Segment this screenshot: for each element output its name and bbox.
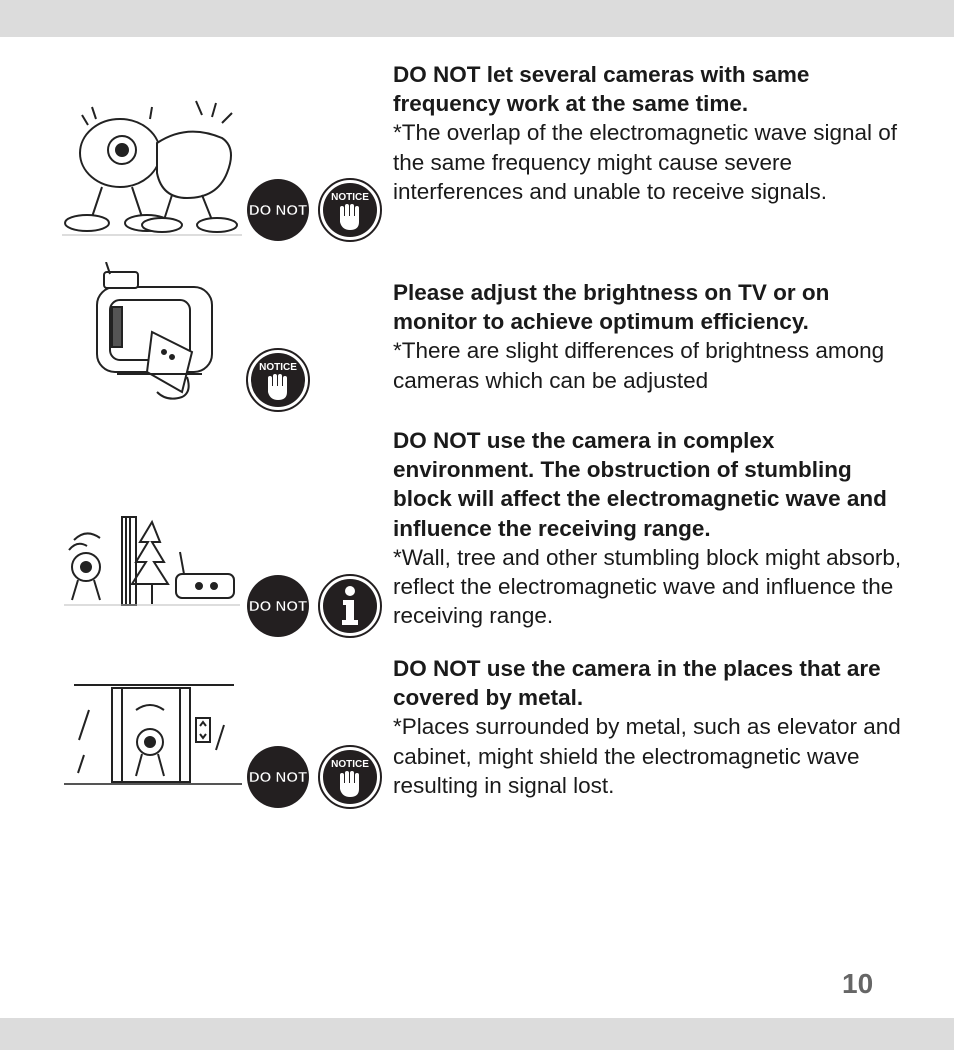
svg-text:NOTICE: NOTICE [331,192,369,203]
bottom-band [0,1018,954,1050]
svg-text:DO NOT: DO NOT [248,202,308,219]
notice-badge [246,348,310,412]
do-not-badge [246,574,310,638]
tv-remote-illustration [92,262,222,410]
section-text [393,426,913,630]
elevator-illustration [64,680,242,788]
obstruction-illustration [64,512,240,608]
section-text [393,60,913,206]
do-not-badge [246,745,310,809]
section-text [393,278,913,395]
section-text [393,654,913,800]
section-title: DO NOT use the camera in complex environment. The obstruction of stumbling block will affect the electromagnetic wave and influence the receiving range. [393,428,887,541]
section-title: DO NOT use the camera in the places that are covered by metal. [393,656,881,711]
section-title: Please adjust the brightness on TV or on monitor to achieve optimum efficiency. [393,280,830,335]
section-body: *The overlap of the electromagnetic wave signal of the same frequency might cause severe interferences and unable to receive signals. [393,120,898,204]
section-body: *There are slight differences of brightness among cameras which can be adjusted [393,338,885,393]
section-title: DO NOT let several cameras with same frequency work at the same time. [393,62,810,117]
svg-text:DO NOT: DO NOT [248,769,308,786]
top-band [0,0,954,37]
do-not-badge [246,178,310,242]
cameras-interference-illustration [62,95,242,240]
svg-text:DO NOT: DO NOT [248,598,308,615]
svg-text:NOTICE: NOTICE [259,362,297,373]
notice-badge [318,745,382,809]
page-number: 10 [842,968,874,999]
section-body: *Wall, tree and other stumbling block might absorb, reflect the electromagnetic wave and influence the receiving range. [393,544,902,629]
section-body: *Places surrounded by metal, such as elevator and cabinet, might shield the electromagnetic wave resulting in signal lost. [393,714,901,798]
info-badge [318,574,382,638]
notice-badge [318,178,382,242]
svg-text:NOTICE: NOTICE [331,759,369,770]
